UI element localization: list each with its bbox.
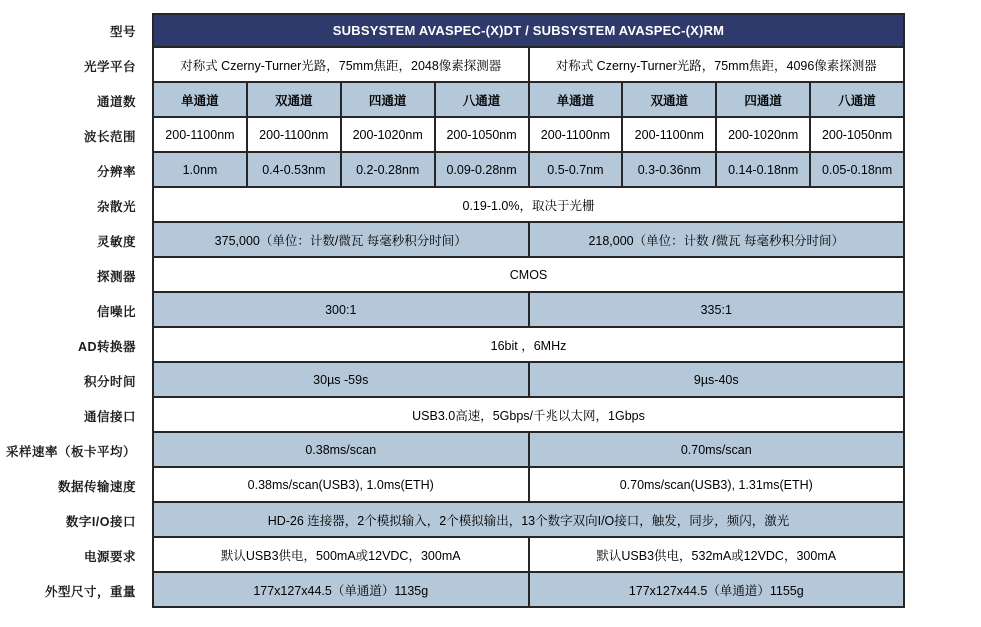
spec-cell: 双通道 [246,83,340,116]
spec-cell: 八通道 [809,83,903,116]
spec-cell: 375,000（单位：计数/微瓦 每毫秒积分时间） [214,233,467,248]
spec-cell: 200-1050nm [809,118,903,151]
row-snr [0,293,905,328]
row-label-digital-io: 数字I/O接口 [65,514,136,529]
spec-cell: 0.38ms/scan(USB3), 1.0ms(ETH) [247,477,434,492]
spec-cell: 默认USB3供电，532mA或12VDC，300mA [528,538,904,571]
spec-cell: 0.3-0.36nm [621,153,715,186]
spec-cell: 0.19-1.0%，取决于光栅 [462,198,595,213]
row-label-resolution: 分辨率 [96,164,136,179]
spec-cell: 200-1100nm [528,118,622,151]
spec-cell: 0.70ms/scan [528,433,904,466]
row-ad-converter [0,328,905,363]
row-stray-light [0,188,905,223]
row-label-wavelength-range: 波长范围 [83,129,136,144]
spec-cell: 0.2-0.28nm [340,153,434,186]
spec-cell: 0.4-0.53nm [246,153,340,186]
spec-cell: 对称式 Czerny-Turner光路，75mm焦距，2048像素探测器 [180,58,502,73]
row-power-requirements [0,538,905,573]
spec-cell: 0.5-0.7nm [528,153,622,186]
row-data-transfer-speed [0,468,905,503]
row-label-dimensions-weight: 外型尺寸，重量 [44,584,136,599]
spec-sheet [0,13,905,608]
spec-cell: 335:1 [528,293,904,326]
row-label-snr: 信噪比 [96,304,136,319]
row-label-integration-time: 积分时间 [83,374,136,389]
spec-cell: HD-26 连接器，2个模拟输入，2个模拟输出，13个数字双向I/O接口，触发，同步，频闪，激光 [267,513,790,528]
row-detector [0,258,905,293]
spec-cell: 300:1 [325,302,357,317]
spec-cell: 0.05-0.18nm [809,153,903,186]
spec-cell: 200-1020nm [715,118,809,151]
row-label-model: 型号 [109,24,136,39]
spec-cell: 177x127x44.5（单通道）1155g [528,573,904,606]
row-label-channels: 通道数 [96,94,136,109]
row-label-data-transfer-speed: 数据传输速度 [57,479,136,494]
row-sensitivity [0,223,905,258]
spec-cell: 四通道 [715,83,809,116]
spec-cell: 16bit ，6MHz [490,338,567,353]
row-dimensions-weight [0,573,905,608]
row-wavelength-range [0,118,905,153]
spec-cell: 0.70ms/scan(USB3), 1.31ms(ETH) [528,468,904,501]
row-model [0,13,905,48]
spec-cell: 0.14-0.18nm [715,153,809,186]
row-label-power-requirements: 电源要求 [83,549,136,564]
spec-cell: 1.0nm [182,162,218,177]
row-label-sensitivity: 灵敏度 [96,234,136,249]
row-label-ad-converter: AD转换器 [77,339,136,354]
spec-cell: 200-1100nm [165,127,235,142]
row-resolution [0,153,905,188]
spec-cell: 双通道 [621,83,715,116]
spec-cell: 默认USB3供电，500mA或12VDC，300mA [220,548,461,563]
row-sample-rate [0,433,905,468]
spec-cell: 200-1100nm [246,118,340,151]
row-label-optical-bench: 光学平台 [83,59,136,74]
spec-cell: 200-1050nm [434,118,528,151]
row-label-comm-interface: 通信接口 [83,409,136,424]
spec-cell: 218,000（单位：计数 /微瓦 每毫秒积分时间） [528,223,904,256]
row-label-stray-light: 杂散光 [96,199,136,214]
row-optical-bench [0,48,905,83]
spec-cell: 200-1020nm [340,118,434,151]
spec-cell: CMOS [509,267,548,282]
spec-cell: 9µs-40s [528,363,904,396]
spec-cell: 对称式 Czerny-Turner光路，75mm焦距，4096像素探测器 [528,48,904,81]
spec-cell: 30µs -59s [313,372,369,387]
row-channels [0,83,905,118]
spec-cell: 单通道 [528,83,622,116]
spec-cell: 0.09-0.28nm [434,153,528,186]
row-label-detector: 探测器 [96,269,136,284]
spec-cell: 单通道 [181,93,219,108]
row-integration-time [0,363,905,398]
spec-cell: 四通道 [340,83,434,116]
spec-cell: 177x127x44.5（单通道）1135g [253,583,429,598]
spec-cell: 0.38ms/scan [305,442,377,457]
row-comm-interface [0,398,905,433]
row-digital-io [0,503,905,538]
model-title: SUBSYSTEM AVASPEC-(X)DT / SUBSYSTEM AVASPEC-(X)RM [332,23,725,38]
row-label-sample-rate: 采样速率（板卡平均） [5,444,136,459]
spec-cell: 八通道 [434,83,528,116]
spec-cell: 200-1100nm [621,118,715,151]
spec-cell: USB3.0高速，5Gbps/千兆以太网，1Gbps [412,408,645,423]
